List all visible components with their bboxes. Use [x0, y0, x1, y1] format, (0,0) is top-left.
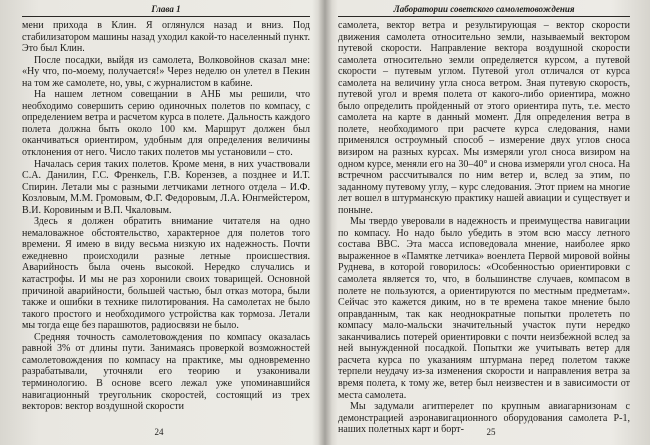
left-paragraph-5: Здесь я должен обратить внимание читателя на одно немаловажное обстоятельство, характерное для полетов того времени. Я имею в виду весьма низкую их надежность. Почти ежедневно происходили разные летные происшествия. Аварийность была очень высокой. Нередко случались и катастрофы. И мы не раз хоронили своих товарищей. Основной причиной аварийности, большей частью, был отказ мотора, были также и ошибки в технике пилотирования. На самолетах не было такого простого и необходимого устройства как тормоза. Летали мы тогда еще без парашютов, радиосвязи не было. — [22, 216, 310, 332]
left-paragraph-1: мени прихода в Клин. Я оглянулся назад и вниз. Под стабилизатором машины назад уходил какой-то населенный пункт. Это был Клин. — [22, 20, 310, 55]
book-gutter — [318, 0, 332, 445]
right-paragraph-1: самолета, вектор ветра и результирующая – вектор скорости движения самолета относительно земли, называемый вектором путевой скорости. Направление вектора воздушной скорости самолета относительно земли определяется курсом, а путевой скорости – путевым углом. Путевой угол отличался от курса самолета на величину угла сноса ветром. Зная путевую скорость, путевой угол и время полета от какого-либо ориентира, можно было определить пройденный от этого ориентира путь, т.е. место самолета на карте в данный момент. Для определения ветра в полете, необходимого при расчете курса следования, нами применялся остроумный способ – измерение двух углов сноса визиром на разных курсах. Мы измеряли угол сноса визиром на одном курсе, меняли его на 30–40° и снова измеряли угол сноса. На встречном рассчитывался по ним ветер и, вслед за этим, по заданному путевому углу, – курс следования. Этот прием на многие лет вошел в штурманскую практику нашей авиации и существует и поныне. — [338, 20, 630, 216]
right-page — [332, 0, 650, 445]
right-page-text — [338, 20, 630, 436]
right-paragraph-2: Мы твердо уверовали в надежность и преимущества навигации по компасу. Но надо было убедить в этом всю массу летного состава ВВС. Эта масса исповедовала мнение, наиболее ярко выраженное в «Памятке летчика» военлета Первой мировой войны Руднева, в которой говорилось: «Особенностью ориентировки с самолета является то, что, в большинстве случаев, компасом в полете не пользуются, а ориентируются по местным предметам». Сейчас это кажется диким, но в те времена такое мнение было оправданным, так как неоднократные попытки пролететь по компасу мало-мальски значительный участок пути нередко заканчивались потерей ориентировки с почти неизбежной вслед за ней вынужденной посадкой. Попытки же учитывать ветер для расчета курса по указаниям штурмана перед полетом также терпели неудачу из-за изменения скорости и направления ветра за время полета, к тому же, ветер был неизвестен и в зависимости от места самолета. — [338, 216, 630, 401]
left-page — [0, 0, 318, 445]
left-paragraph-4: Началась серия таких полетов. Кроме меня, в них участвовали С.А. Данилин, Г.С. Френкель, Г.В. Корензев, а позднее и И.Т. Спирин. Летали мы с разными летчиками летного отдела – И.Ф. Козловым, М.М. Громовым, Ф.Г. Федоровым, Л.А. Юнгмейстером, В.И. Коровиным и В.П. Чкаловым. — [22, 158, 310, 216]
left-page-text — [22, 20, 310, 413]
right-running-head: Лаборатории советского самолетовождения — [338, 4, 630, 17]
left-running-head: Глава 1 — [22, 4, 310, 17]
left-paragraph-3: На нашем летном совещании в АНБ мы решили, что необходимо совершить серию одиночных полетов по компасу, с определением ветра и расчетом курса в полете. Дальность каждого полета должна быть около 100 км. Маршрут должен был оканчиваться ориентиром, удобным для определения величины отклонения от него. Число таких полетов мы установили – сто. — [22, 89, 310, 159]
left-paragraph-2: После посадки, выйдя из самолета, Волковойнов сказал мне: «Ну что, по-моему, получается!» Через неделю он улетел в Пекин на том же самолете, но, увы, с журналистом в кабине. — [22, 54, 310, 89]
left-paragraph-6: Средняя точность самолетовождения по компасу оказалась равной 3% от длины пути. Занимаясь проверкой возможностей самолетовождения по компасу на практике, мы одновременно разрабатывали, уточняли его теорию и узаконивали терминологию. В основе всего лежал уже упоминавшийся навигационный треугольник скоростей, состоящий из трех векторов: вектор воздушной скорости — [22, 331, 310, 413]
right-page-number: 25 — [486, 427, 496, 437]
left-page-number: 24 — [154, 427, 164, 437]
right-paragraph-3: Мы задумали агитперелет по крупным авиагарнизонам с демонстрацией аэронавигационного оборудования самолета Р-1, наших полетных карт и борт- — [338, 401, 630, 436]
